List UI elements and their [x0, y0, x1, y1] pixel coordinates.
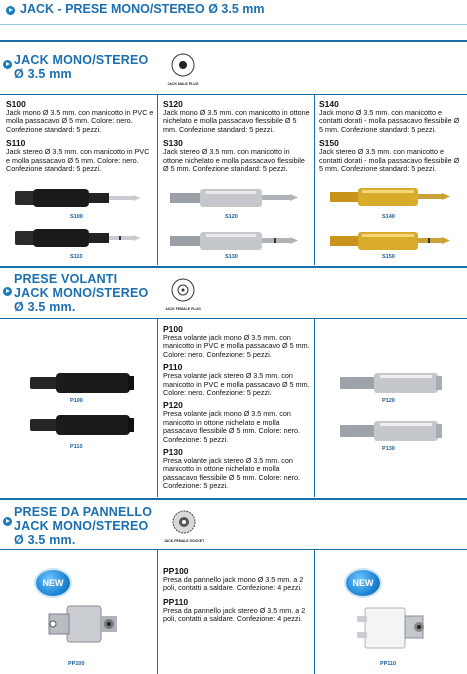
section-title-line: JACK MONO/STEREO [14, 286, 149, 300]
product-code: S110 [6, 138, 26, 149]
new-badge: NEW [36, 570, 70, 596]
product-item [6, 99, 154, 173]
s100-plug-image [15, 185, 145, 215]
section-divider [0, 94, 467, 95]
section-bullet-icon [3, 517, 12, 526]
column-divider [314, 95, 315, 265]
p120-socket-image [340, 370, 450, 396]
product-code: S120 [163, 99, 183, 109]
section-divider [0, 40, 467, 42]
product-desc: Jack mono Ø 3.5 mm. con manicotto in PVC e molla passacavo Ø 5 mm. Colore: nero. Confezione standard: 5 pezzi. [6, 108, 154, 134]
image-caption: P120 [382, 398, 395, 404]
product-code: S140 [319, 99, 339, 109]
section-divider [0, 318, 467, 319]
section-title-line: JACK MONO/STEREO [14, 519, 149, 533]
s130-plug-image [170, 228, 305, 254]
product-desc: Presa volante jack stereo Ø 3.5 mm. con manicotto in PVC e molla passacavo Ø 5 mm. Colore: nero. Confezione: 5 pezzi. [163, 371, 310, 398]
column-divider [314, 550, 315, 674]
section-divider [0, 266, 467, 268]
product-item [163, 324, 311, 491]
image-caption: P100 [70, 398, 83, 404]
section-title [14, 272, 148, 314]
s110-plug-image [15, 225, 145, 255]
jack-socket-icon [170, 508, 200, 538]
column-divider [157, 550, 158, 674]
product-desc: Jack stereo Ø 3.5 mm. con manicotto in PVC e molla passacavo Ø 5 mm. Colore: nero. Confezione standard: 5 pezzi. [6, 147, 150, 174]
symbol-label: JACK FEMALE PLUG [165, 307, 201, 311]
jack-female-socket-symbol [170, 508, 200, 538]
image-caption: S120 [225, 214, 238, 220]
product-desc: Presa volante jack mono Ø 3.5 mm. con manicotto in ottone nichelato e molla passacavo flessibile Ø 5 mm. Colore: nero. Confezione: 5 pezzi. [163, 409, 301, 444]
product-desc: Jack stereo Ø 3.5 mm. con manicotto in ottone nichelato e molla passacavo flessibile Ø 5 mm. Confezione standard: 5 pezzi. [163, 147, 305, 174]
product-item [163, 99, 311, 173]
divider [0, 24, 467, 25]
product-desc: Presa volante jack stereo Ø 3.5 mm. con manicotto in ottone nichelato e molla passacavo flessibile Ø 5 mm. Colore: nero. Confezione: 5 pezzi. [163, 456, 301, 491]
image-caption: S110 [70, 254, 83, 260]
section-title-line: Ø 3.5 mm. [14, 533, 76, 547]
product-desc: Presa volante jack mono Ø 3.5 mm. con manicotto in PVC e molla passacavo Ø 5 mm. Colore: nero. Confezione: 5 pezzi. [163, 333, 310, 359]
section-bullet-icon [3, 287, 12, 296]
product-code: PP100 [163, 566, 189, 576]
symbol-label: JACK FEMALE SOCKET [163, 539, 205, 543]
image-caption: S100 [70, 214, 83, 220]
section-title-line: PRESE VOLANTI [14, 272, 118, 286]
product-desc: Jack stereo Ø 3.5 mm. con manicotto e contatti dorati - molla passacavo flessibile Ø 5 mm. Confezione standard: 5 pezzi. [319, 147, 460, 174]
column-divider [314, 319, 315, 497]
p130-socket-image [340, 418, 450, 444]
section-title-line: Ø 3.5 mm. [14, 300, 76, 314]
section-title [14, 53, 148, 81]
product-desc: Presa da pannello jack stereo Ø 3.5 mm. a 2 poli, contatti a saldare. Confezione: 4 pezzi. [163, 605, 306, 624]
image-caption: PP110 [380, 661, 397, 667]
symbol-label: JACK MALE PLUG [167, 82, 199, 86]
jack-female-plug-symbol [168, 276, 198, 306]
product-code: PP110 [163, 596, 189, 607]
s150-plug-image [330, 228, 460, 254]
product-code: S150 [319, 138, 339, 149]
section-title [14, 505, 152, 547]
p100-socket-image [30, 370, 140, 396]
column-divider [157, 319, 158, 497]
section-title-line: JACK MONO/STEREO [14, 53, 149, 67]
product-code: S100 [6, 99, 26, 109]
image-caption: S150 [382, 254, 395, 260]
image-caption: S140 [382, 214, 395, 220]
section-bullet-icon [3, 60, 12, 69]
jack-female-plug-icon [168, 276, 198, 306]
s140-plug-image [330, 184, 460, 210]
product-desc: Jack mono Ø 3.5 mm. con manicotto e contatti dorati - molla passacavo flessibile Ø 5 mm. Confezione standard: 5 pezzi. [319, 108, 460, 134]
section-divider [0, 549, 467, 550]
product-item [319, 99, 465, 173]
product-desc: Jack mono Ø 3.5 mm. con manicotto in ottone nichelato e molla passacavo flessibile Ø 5 mm. Confezione standard: 5 pezzi. [163, 108, 310, 134]
column-divider [157, 95, 158, 265]
s120-plug-image [170, 185, 305, 211]
pp110-socket-image [355, 598, 435, 658]
jack-plug-icon [168, 52, 198, 82]
product-code: P110 [163, 362, 183, 373]
product-item [163, 566, 311, 624]
product-code: P130 [163, 447, 183, 458]
section-title-line: Ø 3.5 mm [14, 67, 72, 81]
title-bullet-icon [6, 6, 15, 15]
image-caption: P130 [382, 446, 395, 452]
p110-socket-image [30, 412, 140, 438]
pp100-socket-image [45, 596, 125, 656]
jack-male-plug-symbol [168, 52, 198, 82]
section-title-line: PRESE DA PANNELLO [14, 505, 153, 519]
page-title: JACK - PRESE MONO/STEREO Ø 3.5 mm [20, 2, 265, 16]
product-desc: Presa da pannello jack mono Ø 3.5 mm. a 2 poli, contatti a saldare. Confezione: 4 pezzi. [163, 575, 304, 593]
product-code: P120 [163, 400, 183, 411]
new-badge: NEW [346, 570, 380, 596]
section-divider [0, 498, 467, 500]
product-code: S130 [163, 138, 183, 149]
product-code: P100 [163, 324, 183, 334]
image-caption: P110 [70, 444, 83, 450]
image-caption: PP100 [68, 661, 85, 667]
image-caption: S130 [225, 254, 238, 260]
